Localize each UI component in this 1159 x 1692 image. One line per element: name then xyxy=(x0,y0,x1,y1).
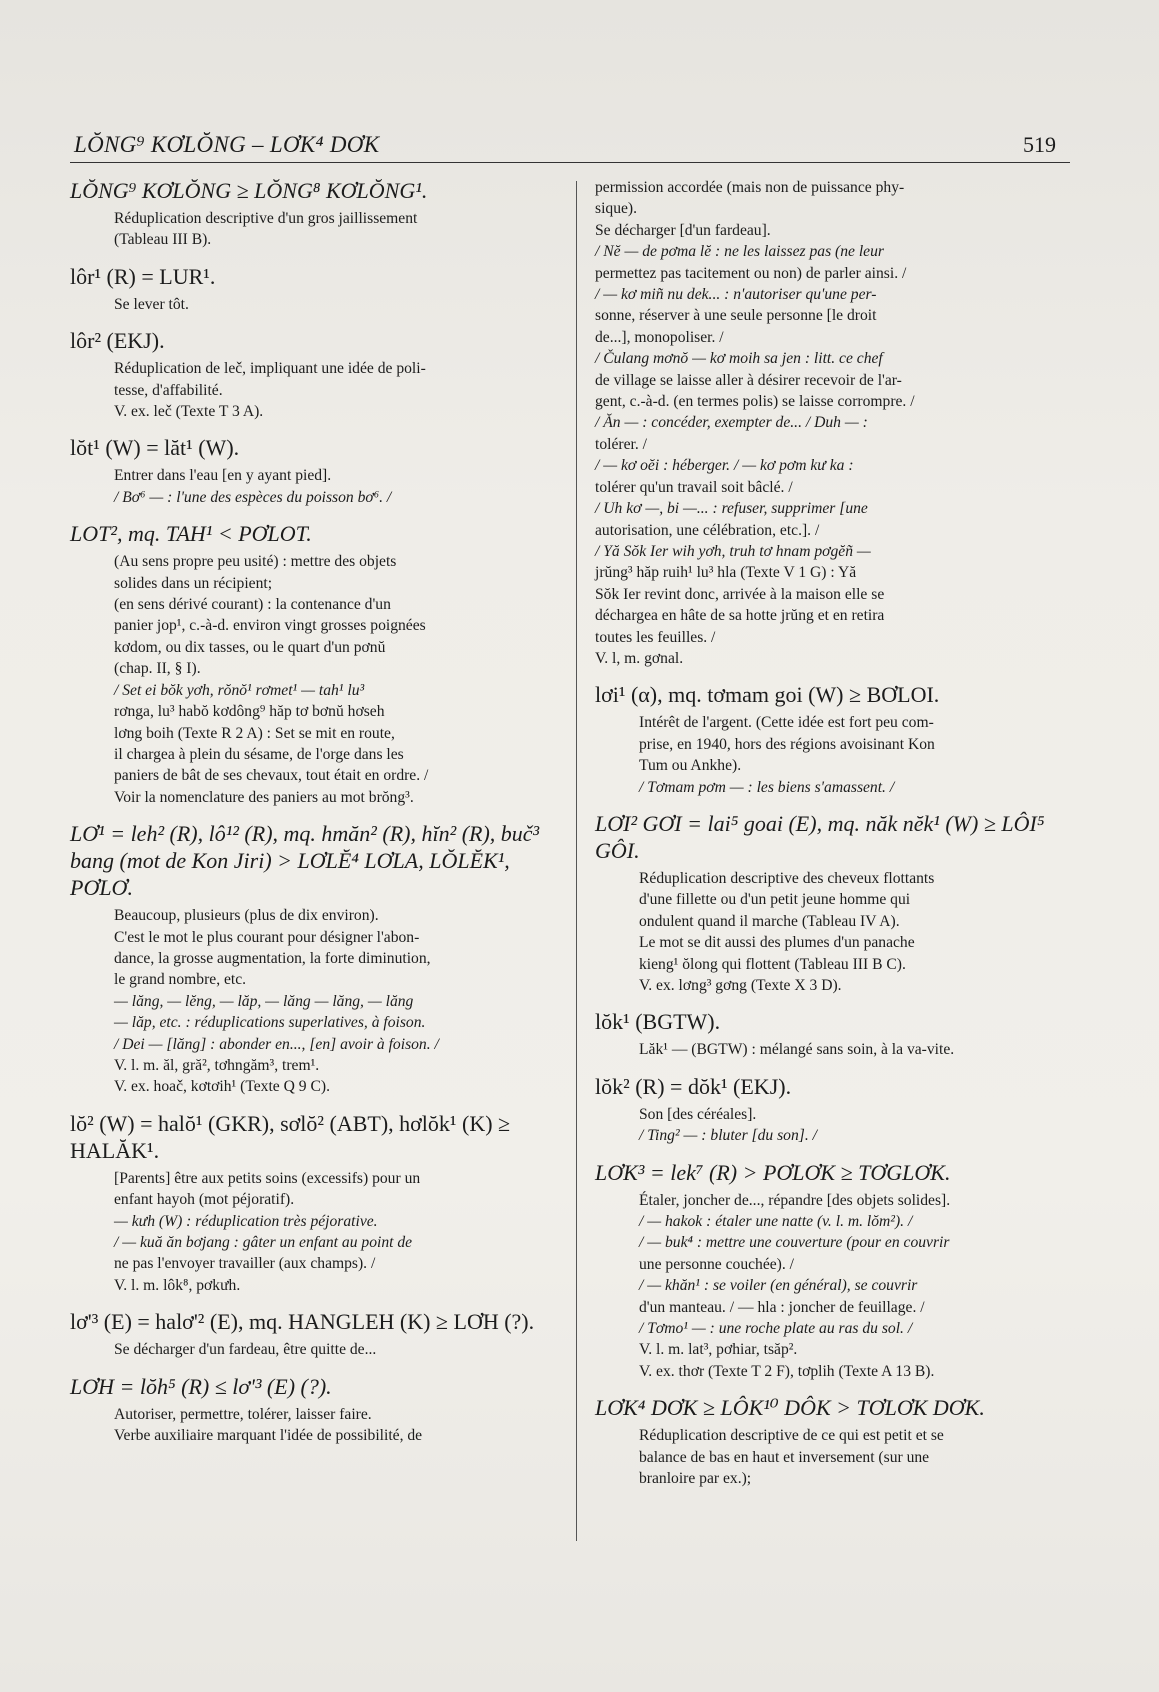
definition-line: C'est le mot le plus courant pour désigner l'abon- xyxy=(114,928,420,946)
definition-line: jrŭng³ hăp ruih¹ lu³ hla (Texte V 1 G) : Yă xyxy=(595,564,857,582)
definition-line: Verbe auxiliaire marquant l'idée de possibilité, de xyxy=(114,1427,423,1445)
dictionary-entry xyxy=(595,1073,1065,1147)
definition-line: V. l. m. ăl, gră², tơhngăm³, trem¹. xyxy=(114,1056,320,1074)
definition-line: [Parents] être aux petits soins (excessifs) pour un xyxy=(114,1169,421,1187)
definition-line: / — kuă ăn bơjang : gâter un enfant au point de xyxy=(114,1234,413,1251)
definition-line: / — hakok : étaler une natte (v. l. m. lŏm²). / xyxy=(639,1213,913,1231)
dictionary-entry xyxy=(70,1308,562,1360)
entry-headword: LƠK⁴ DƠK ≥ LÔK¹⁰ DÔK > TƠLƠK DƠK. xyxy=(595,1395,985,1421)
definition-line: le grand nombre, etc. xyxy=(114,971,247,989)
dictionary-entry xyxy=(70,820,562,1098)
definition-line: ne pas l'envoyer travailler (aux champs). / xyxy=(114,1255,376,1273)
definition-line: enfant hayoh (mot péjoratif). xyxy=(114,1191,295,1209)
definition-line: / Yă Sŏk Ier wih yơh, truh tơ hnam pơgĕñ — xyxy=(595,542,871,560)
dictionary-entry xyxy=(595,1008,1065,1060)
running-title: LŎNG⁹ KƠLŎNG – LƠK⁴ DƠK xyxy=(74,132,380,157)
entry-headword: lôr¹ (R) = LUR¹. xyxy=(70,263,216,289)
dictionary-entry xyxy=(595,1159,1065,1383)
dictionary-entry xyxy=(595,810,1065,996)
definition-line: V. ex. thơr (Texte T 2 F), tơplih (Texte A 13 B). xyxy=(639,1362,935,1380)
definition-line: balance de bas en haut et inversement (sur une xyxy=(639,1448,930,1466)
definition-line: Tum ou Ankhe). xyxy=(639,757,742,775)
definition-line: / Tơmo¹ — : une roche plate au ras du sol. / xyxy=(639,1320,913,1338)
definition-line: / — kơ miñ nu dek... : n'autoriser qu'une per- xyxy=(595,286,877,304)
definition-line: Réduplication descriptive de ce qui est petit et se xyxy=(639,1427,944,1445)
entry-headword: lŏt¹ (W) = lăt¹ (W). xyxy=(70,435,240,461)
definition-line: / Nĕ — de pơma lĕ : ne les laissez pas (ne leur xyxy=(595,243,884,261)
definition-line: d'un manteau. / — hla : joncher de feuillage. / xyxy=(639,1298,925,1316)
definition-line: / Tơmam pơm — : les biens s'amassent. / xyxy=(639,778,895,796)
entry-headword: lơi¹ (α), mq. tơmam goi (W) ≥ BƠLOI. xyxy=(595,682,940,708)
definition-line: V. l, m. gơnal. xyxy=(595,649,684,667)
entry-headword: LƠI² GƠI = lai⁵ goai (E), mq. năk nĕk¹ (W) ≥ LÔI⁵ GÔI. xyxy=(595,810,1045,863)
definition-line: ondulent quand il marche (Tableau IV A). xyxy=(639,912,900,930)
definition-line: permission accordée (mais non de puissance phy- xyxy=(595,179,905,196)
entry-headword: lôr² (EKJ). xyxy=(70,328,165,354)
definition-line: toutes les feuilles. / xyxy=(595,628,716,646)
entry-headword: LƠ¹ = leh² (R), lô¹² (R), mq. hmăn² (R), hĭn² (R), buč³ bang (mot de Kon Jiri) > LƠLĔ⁴ LƠLA, LŎLĔK¹, PƠLƠ. xyxy=(70,821,540,901)
right-column xyxy=(577,177,1065,1557)
definition-line: déchargea en hâte de sa hotte jrŭng et en retira xyxy=(595,607,885,625)
entry-definition xyxy=(595,1425,1065,1489)
definition-line: (chap. II, § I). xyxy=(114,660,201,678)
definition-line: Se décharger [d'un fardeau]. xyxy=(595,221,771,239)
entry-definition xyxy=(70,358,562,422)
definition-line: d'une fillette ou d'un petit jeune homme qui xyxy=(639,891,911,909)
left-column xyxy=(70,177,576,1557)
entry-definition xyxy=(70,1339,562,1360)
entry-headword: lơ'³ (E) = halơ'² (E), mq. HANGLEH (K) ≥ LƠH (?). xyxy=(70,1309,535,1335)
definition-line: tolérer. / xyxy=(595,435,647,453)
dictionary-entry xyxy=(595,1394,1065,1489)
definition-line: de...], monopoliser. / xyxy=(595,328,724,346)
definition-line: V. ex. hoač, kơtơih¹ (Texte Q 9 C). xyxy=(114,1078,330,1096)
definition-line: V. ex. leč (Texte T 3 A). xyxy=(114,403,264,421)
definition-line: Intérêt de l'argent. (Cette idée est fort peu com- xyxy=(639,714,934,732)
dictionary-entry xyxy=(595,177,1065,669)
definition-line: dance, la grosse augmentation, la forte diminution, xyxy=(114,949,431,967)
entry-definition xyxy=(595,1039,1065,1060)
entry-headword: lŏk² (R) = dŏk¹ (EKJ). xyxy=(595,1073,792,1099)
definition-line: — lăng, — lĕng, — lăp, — lăng — lăng, — lăng xyxy=(114,992,414,1010)
definition-line: / Uh kơ —, bi —... : refuser, supprimer [une xyxy=(595,500,868,518)
definition-line: / — buk⁴ : mettre une couverture (pour en couvrir xyxy=(639,1234,950,1252)
definition-line: de village se laisse aller à désirer recevoir de l'ar- xyxy=(595,371,902,389)
entry-definition xyxy=(70,465,562,508)
definition-line: (Au sens propre peu usité) : mettre des objets xyxy=(114,553,397,571)
page-header xyxy=(70,120,1070,163)
definition-line: tesse, d'affabilité. xyxy=(114,381,223,399)
definition-line: Beaucoup, plusieurs (plus de dix environ). xyxy=(114,907,379,925)
definition-line: prise, en 1940, hors des régions avoisinant Kon xyxy=(639,735,935,753)
entry-definition xyxy=(70,294,562,315)
definition-line: / — kơ oĕi : héberger. / — kơ pơm kư ka : xyxy=(595,457,854,475)
dictionary-entry xyxy=(595,681,1065,798)
definition-line: Se décharger d'un fardeau, être quitte de... xyxy=(114,1341,377,1359)
definition-line: kieng¹ ŏlong qui flottent (Tableau III B C). xyxy=(639,955,906,973)
definition-line: tolérer qu'un travail soit bâclé. / xyxy=(595,478,793,496)
definition-line: Réduplication descriptive d'un gros jaillissement xyxy=(114,210,418,227)
entry-definition xyxy=(595,868,1065,996)
definition-line: branloire par ex.); xyxy=(639,1470,752,1488)
definition-line: permettez pas tacitement ou non) de parler ainsi. / xyxy=(595,264,907,282)
definition-line: / Čulang mơnŏ — kơ moih sa jen : litt. ce chef xyxy=(595,350,883,368)
definition-line: Se lever tôt. xyxy=(114,295,189,313)
definition-line: (en sens dérivé courant) : la contenance d'un xyxy=(114,596,391,614)
entry-headword: LOT², mq. TAH¹ < PƠLOT. xyxy=(70,521,312,547)
definition-line: paniers de bât de ses chevaux, tout était en ordre. / xyxy=(114,767,429,785)
definition-line: Réduplication de leč, impliquant une idée de poli- xyxy=(114,360,426,378)
definition-line: il chargea à plein du sésame, de l'orge dans les xyxy=(114,745,404,763)
definition-line: panier jop¹, c.-à-d. environ vingt grosses poignées xyxy=(114,617,426,635)
entry-headword: lŏ² (W) = halŏ¹ (GKR), sơlŏ² (ABT), hơlŏk¹ (K) ≥ HALĂK¹. xyxy=(70,1110,511,1163)
definition-line: solides dans un récipient; xyxy=(114,574,273,592)
definition-line: V. l. m. lôk⁸, pơkưh. xyxy=(114,1276,241,1294)
entry-definition xyxy=(595,1104,1065,1147)
definition-line: Voir la nomenclature des paniers au mot brŏng³. xyxy=(114,788,414,806)
entry-definition xyxy=(70,1404,562,1447)
definition-line: — kưh (W) : réduplication très péjorative. xyxy=(114,1212,378,1230)
definition-line: / Ăn — : concéder, exempter de... / Duh — : xyxy=(595,414,868,432)
entry-headword: LƠK³ = lek⁷ (R) > PƠLƠK ≥ TƠGLƠK. xyxy=(595,1159,951,1185)
dictionary-entry xyxy=(70,1110,562,1296)
dictionary-entry xyxy=(70,434,562,508)
definition-line: Réduplication descriptive des cheveux flottants xyxy=(639,869,935,887)
definition-line: rơnga, lu³ habŏ kơdông⁹ hăp tơ bơnŭ hơseh xyxy=(114,703,385,721)
definition-line: / Set ei bŏk yơh, rŏnŏ¹ rơmet¹ — tah¹ lu³ xyxy=(114,681,365,699)
definition-line: lơng boih (Texte R 2 A) : Set se mit en route, xyxy=(114,724,395,742)
page-number: 519 xyxy=(1023,132,1056,157)
entry-headword: LƠH = lŏh⁵ (R) ≤ lơ'³ (E) (?). xyxy=(70,1373,332,1399)
definition-line: Lăk¹ — (BGTW) : mélangé sans soin, à la va-vite. xyxy=(639,1041,955,1059)
dictionary-entry xyxy=(70,1373,562,1447)
definition-line: sique). xyxy=(595,200,638,218)
definition-line: sonne, réserver à une seule personne [le droit xyxy=(595,307,877,325)
dictionary-entry xyxy=(70,177,562,251)
dictionary-entry xyxy=(70,327,562,422)
definition-line: (Tableau III B). xyxy=(114,231,212,249)
entry-definition xyxy=(70,905,562,1098)
dictionary-entry xyxy=(70,520,562,808)
definition-line: Sŏk Ier revint donc, arrivée à la maison elle se xyxy=(595,585,885,603)
two-column-body xyxy=(70,177,1070,1557)
entry-definition xyxy=(595,1190,1065,1383)
definition-line: / Bơ⁶ — : l'une des espèces du poisson bơ⁶. / xyxy=(114,488,392,506)
definition-line: V. l. m. lat³, pơhiar, tsăp². xyxy=(639,1341,798,1359)
definition-line: autorisation, une célébration, etc.]. / xyxy=(595,521,820,539)
definition-line: Entrer dans l'eau [en y ayant pied]. xyxy=(114,467,332,485)
definition-line: gent, c.-à-d. (en termes polis) se laisse corrompre. / xyxy=(595,393,915,411)
definition-line: — lăp, etc. : réduplications superlatives, à foison. xyxy=(114,1014,426,1032)
entry-definition xyxy=(70,551,562,808)
entry-definition xyxy=(70,208,562,251)
definition-line: une personne couchée). / xyxy=(639,1255,795,1273)
entry-headword: lŏk¹ (BGTW). xyxy=(595,1009,721,1035)
definition-line: Étaler, joncher de..., répandre [des objets solides]. xyxy=(639,1191,951,1209)
definition-line: Son [des céréales]. xyxy=(639,1105,757,1123)
definition-line: / Dei — [lăng] : abonder en..., [en] avoir à foison. / xyxy=(114,1035,439,1053)
dictionary-entry xyxy=(70,263,562,315)
entry-definition xyxy=(595,177,1065,669)
definition-line: kơdom, ou dix tasses, ou le quart d'un pơnŭ xyxy=(114,638,386,656)
definition-line: Le mot se dit aussi des plumes d'un panache xyxy=(639,934,915,952)
definition-line: / — khăn¹ : se voiler (en général), se couvrir xyxy=(639,1277,918,1295)
entry-definition xyxy=(595,712,1065,798)
definition-line: Autoriser, permettre, tolérer, laisser faire. xyxy=(114,1405,372,1423)
entry-definition xyxy=(70,1168,562,1296)
entry-headword: LŎNG⁹ KƠLŎNG ≥ LŎNG⁸ KƠLŎNG¹. xyxy=(70,178,428,203)
dictionary-page xyxy=(70,120,1070,1580)
definition-line: / Ting² — : bluter [du son]. / xyxy=(639,1127,817,1145)
definition-line: V. ex. lơng³ gơng (Texte X 3 D). xyxy=(639,977,842,994)
